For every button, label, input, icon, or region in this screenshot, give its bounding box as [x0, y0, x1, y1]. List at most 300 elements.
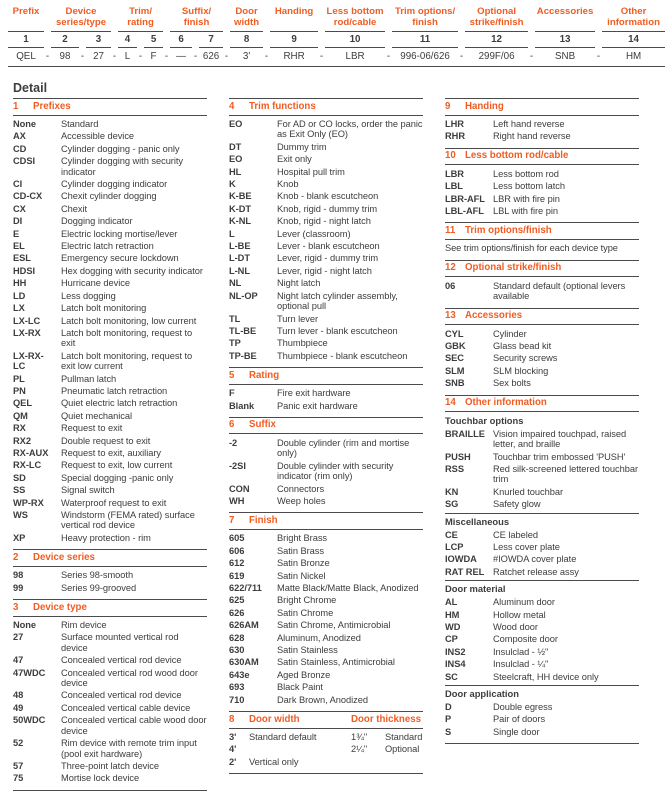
order-field-value: — [170, 48, 192, 67]
entry-code: K [229, 179, 236, 190]
entry-code: L-BE [229, 241, 251, 252]
entry-code: DT [229, 141, 242, 152]
section-8 [229, 711, 423, 774]
section-5 [229, 367, 423, 411]
entry-code: 625 [229, 595, 245, 606]
entry-row [445, 622, 639, 632]
entry-row [13, 448, 207, 458]
entry-code: WS [13, 510, 28, 520]
section-header [445, 98, 639, 116]
entry-desc: Satin Stainless [277, 645, 338, 656]
section-10 [445, 148, 639, 217]
entry-desc: Hex dogging with security indicator [61, 265, 203, 276]
entry-desc: Thumbpiece [277, 338, 328, 349]
entry-row [13, 703, 207, 713]
entry-code: E [13, 228, 20, 239]
entry-row [13, 773, 207, 783]
entry-row [229, 179, 423, 189]
entry-code: 693 [229, 682, 245, 693]
entry-desc: Lever, rigid - night latch [277, 265, 372, 276]
entry-desc: Quiet electric latch retraction [61, 398, 178, 409]
entry-desc: Safety glow [493, 499, 541, 510]
section-title-door-thickness: Door thickness [351, 713, 421, 725]
entry-code: 99 [13, 582, 24, 593]
entry-row [445, 181, 639, 191]
entry-row [445, 530, 639, 540]
door-width-code: 3' [229, 732, 237, 743]
entry-row [445, 714, 639, 724]
entry-row [229, 204, 423, 214]
order-dash: - [318, 48, 325, 67]
entry-desc: Windstorm (FEMA rated) surface vertical rod device [61, 510, 195, 531]
entry-code: EL [13, 241, 25, 252]
order-number-gap [528, 32, 535, 48]
entry-desc: Dark Brown, Anodized [277, 694, 368, 705]
entry-desc: Accessible device [61, 131, 135, 142]
entry-desc: Composite door [493, 634, 558, 645]
entry-desc: Standard [61, 119, 99, 129]
entry-row [229, 401, 423, 411]
entry-desc: Hurricane device [61, 278, 130, 289]
entry-code: LBL [445, 181, 463, 192]
section-header [445, 260, 639, 278]
section-9 [445, 98, 639, 142]
order-col-header: Other information [602, 5, 665, 32]
entry-desc: Insulclad - ¼" [493, 659, 549, 670]
entry-code: None [13, 620, 37, 631]
order-header-gap [111, 5, 118, 32]
section-6 [229, 417, 423, 506]
entry-code: EO [229, 154, 243, 165]
entry-code: CP [445, 634, 458, 645]
entry-row [445, 452, 639, 462]
section-14 [445, 395, 639, 745]
order-field-value: L [118, 48, 137, 67]
entry-code: 47 [13, 655, 24, 666]
order-dash: - [595, 48, 602, 67]
order-col-header: Accessories [535, 5, 595, 32]
order-col-header: Optional strike/finish [465, 5, 528, 32]
entry-code: LHR [445, 119, 464, 129]
entry-row [445, 610, 639, 620]
order-field-number: 7 [199, 32, 223, 48]
detail-columns [13, 98, 639, 791]
order-dash: - [192, 48, 199, 67]
order-dash: - [137, 48, 144, 67]
order-number-gap [318, 32, 325, 48]
entry-code: LD [13, 290, 26, 301]
entry-row [445, 194, 639, 204]
entry-desc: Series 99-grooved [61, 582, 137, 593]
entry-row [229, 338, 423, 348]
entry-code: IOWDA [445, 554, 477, 565]
section-title: Handing [465, 100, 504, 112]
order-dash: - [263, 48, 270, 67]
entry-row [13, 690, 207, 700]
detail-column-2 [229, 98, 423, 774]
entry-row [229, 241, 423, 251]
section-number: 2 [13, 551, 19, 563]
entry-desc: Wood door [493, 621, 538, 632]
entry-row [229, 583, 423, 593]
entry-row [445, 727, 639, 737]
entry-code: KN [445, 486, 459, 497]
section-title: Prefixes [33, 100, 71, 112]
entry-desc: Bright Brass [277, 533, 328, 544]
entry-row [445, 366, 639, 376]
entry-row [229, 142, 423, 152]
entry-desc: Knob - blank escutcheon [277, 191, 379, 202]
door-width-code: 4' [229, 744, 237, 755]
note-text: See trim options/finish for each device type [445, 243, 618, 254]
entry-desc: Weep holes [277, 495, 326, 506]
door-width-desc: Vertical only [249, 756, 299, 767]
entry-row [445, 329, 639, 339]
entry-row [445, 378, 639, 388]
entry-row [13, 498, 207, 508]
order-dash: - [223, 48, 230, 67]
entry-row [13, 473, 207, 483]
entry-desc: Hollow metal [493, 609, 546, 620]
entry-desc: Standard default (optional levers available [493, 280, 626, 302]
order-number-gap [79, 32, 86, 48]
entry-code: 75 [13, 773, 24, 784]
entry-row [13, 436, 207, 446]
entry-desc: Satin Chrome, Antimicrobial [277, 620, 391, 631]
entry-code: LBL-AFL [445, 206, 484, 217]
section-number: 8 [229, 713, 235, 725]
entry-row [229, 191, 423, 201]
entry-row [445, 281, 639, 302]
section-12 [445, 260, 639, 302]
order-number-gap [163, 32, 170, 48]
entry-desc: Bright Chrome [277, 595, 337, 606]
entry-code: L-DT [229, 253, 250, 264]
entry-row [445, 567, 639, 577]
entry-row [229, 608, 423, 618]
entry-desc: Satin Nickel [277, 570, 326, 581]
order-field-value: RHR [270, 48, 318, 67]
entry-code: 630 [229, 645, 245, 656]
entry-code: 626 [229, 607, 245, 618]
entry-code: WD [445, 621, 461, 632]
entry-row [13, 386, 207, 396]
entry-desc: Ratchet release assy [493, 566, 579, 577]
entry-code: LX-RX [13, 327, 41, 338]
order-col-header: Less bottom rod/cable [325, 5, 385, 32]
order-header-gap [318, 5, 325, 32]
entry-row [229, 546, 423, 556]
section-number: 7 [229, 514, 235, 526]
entry-row [13, 398, 207, 408]
section-header [13, 549, 207, 567]
section-title: Trim options/finish [465, 224, 552, 236]
entry-desc: Double cylinder (rim and mortise only) [277, 437, 410, 459]
order-header-gap [458, 5, 465, 32]
entry-desc: Knob, rigid - dummy trim [277, 203, 378, 214]
entry-row [13, 144, 207, 154]
entry-desc: CE labeled [493, 529, 538, 540]
entry-code: L [229, 228, 235, 239]
order-field-value: QEL [8, 48, 44, 67]
order-field-value: 626 [199, 48, 223, 67]
entry-row [13, 570, 207, 580]
door-width-desc [249, 744, 351, 754]
door-thickness-desc [385, 757, 423, 767]
entry-code: HM [445, 609, 460, 620]
order-dash: - [79, 48, 86, 67]
entry-row [13, 351, 207, 372]
order-field-number: 5 [144, 32, 163, 48]
section-number: 12 [445, 262, 456, 274]
subgroup [445, 513, 639, 578]
order-col-header: Handing [270, 5, 318, 32]
entry-code: -2SI [229, 460, 246, 471]
entry-desc: Lever, rigid - dummy trim [277, 253, 379, 264]
order-col-header: Door width [230, 5, 263, 32]
entry-desc: Lever - blank escutcheon [277, 241, 380, 252]
entry-row [13, 423, 207, 433]
entry-desc: Request to exit [61, 423, 123, 434]
entry-desc: Latch bolt monitoring, request to exit low current [61, 350, 193, 372]
order-dash: - [385, 48, 392, 67]
entry-code: RAT REL [445, 566, 485, 577]
order-table [8, 5, 665, 67]
entry-desc: Concealed vertical cable device [61, 702, 191, 713]
entry-row [445, 464, 639, 485]
entry-desc: Aluminum door [493, 597, 555, 608]
entry-row [445, 542, 639, 552]
section-header [229, 512, 423, 530]
entry-code: ESL [13, 253, 31, 264]
entry-row [229, 657, 423, 667]
entry-row [229, 595, 423, 605]
entry-code: LBR-AFL [445, 193, 485, 204]
order-field-value: 27 [86, 48, 111, 67]
entry-row [229, 461, 423, 482]
entry-row [445, 672, 639, 682]
entry-code: XP [13, 532, 26, 543]
entry-desc: Rim device with remote trim input (pool exit hardware) [61, 738, 197, 759]
entry-desc: Waterproof request to exit [61, 497, 167, 508]
entry-row [13, 460, 207, 470]
section-number: 13 [445, 310, 456, 322]
section-title-door-width [229, 715, 351, 726]
section-2 [13, 549, 207, 593]
entry-code: CE [445, 529, 458, 540]
entry-code: F [229, 388, 235, 399]
entry-row [13, 253, 207, 263]
section-header [229, 417, 423, 435]
section-13 [445, 308, 639, 389]
section-header [445, 395, 639, 413]
entry-row [13, 533, 207, 543]
entry-row [445, 499, 639, 509]
entry-desc: Steelcraft, HH device only [493, 671, 599, 682]
section-title: Suffix [249, 419, 276, 431]
entry-desc: Turn lever [277, 313, 319, 324]
detail-column-1 [13, 98, 207, 791]
entry-desc: Knob [277, 179, 299, 190]
entry-desc: Concealed vertical rod device [61, 655, 182, 666]
entry-row [13, 411, 207, 421]
subgroup [445, 685, 639, 737]
order-number-gap [385, 32, 392, 48]
entry-code: 57 [13, 760, 24, 771]
entry-code: NL-OP [229, 290, 258, 301]
section-title: Less bottom rod/cable [465, 150, 569, 162]
entry-desc: Latch bolt monitoring, request to exit [61, 327, 193, 349]
order-field-number: 3 [86, 32, 111, 48]
entry-desc: Pair of doors [493, 714, 546, 725]
entry-desc: Right hand reverse [493, 131, 571, 142]
entry-desc: Chexit cylinder dogging [61, 191, 157, 202]
entry-desc: Aged Bronze [277, 669, 331, 680]
order-number-gap [458, 32, 465, 48]
entry-desc: Rim device [61, 620, 107, 631]
entry-code: AX [13, 131, 26, 142]
order-dash: - [528, 48, 535, 67]
entry-code: DI [13, 216, 23, 227]
entry-row [13, 655, 207, 665]
entry-row [445, 634, 639, 644]
entry-desc: Dogging indicator [61, 216, 133, 227]
entry-row [13, 241, 207, 251]
entry-desc: Cylinder dogging with security indicator [61, 156, 184, 177]
entry-code: K-BE [229, 191, 252, 202]
entry-desc: Matte Black/Matte Black, Anodized [277, 583, 419, 593]
entry-desc: Heavy protection - rim [61, 532, 151, 543]
door-row [229, 757, 423, 767]
entry-desc: Glass bead kit [493, 341, 552, 352]
entry-code: L-NL [229, 265, 250, 276]
order-number-gap [595, 32, 602, 48]
entry-code: SLM [445, 365, 465, 376]
entry-code: PL [13, 373, 25, 384]
entry-code: 98 [13, 570, 24, 581]
entry-desc: Single door [493, 726, 540, 737]
entry-row [445, 353, 639, 363]
entry-desc: LBL with fire pin [493, 206, 558, 217]
entry-row [13, 632, 207, 653]
entry-row [13, 179, 207, 189]
entry-code: Blank [229, 400, 255, 411]
order-col-header: Device series/type [51, 5, 111, 32]
entry-row [13, 131, 207, 141]
entry-desc: Lever (classroom) [277, 228, 351, 239]
door-row [229, 732, 423, 742]
entry-row [229, 326, 423, 336]
entry-code: SS [13, 485, 26, 496]
entry-code: WP-RX [13, 497, 44, 508]
entry-code: 619 [229, 570, 245, 581]
entry-code: WH [229, 495, 245, 506]
entry-desc: Aluminum, Anodized [277, 632, 361, 643]
entry-code: 605 [229, 533, 245, 544]
order-header-gap [44, 5, 51, 32]
order-number-gap [111, 32, 118, 48]
entry-desc: Touchbar trim embossed 'PUSH' [493, 451, 626, 462]
entry-code: CDSI [13, 156, 36, 167]
entry-row [13, 216, 207, 226]
subgroup [445, 416, 639, 510]
entry-code: 626AM [229, 620, 259, 631]
entry-code: P [445, 714, 452, 725]
order-number-row [8, 32, 665, 48]
entry-code: AL [445, 597, 458, 608]
entry-desc: Night latch [277, 278, 321, 289]
entry-row [445, 659, 639, 669]
order-field-number: 2 [51, 32, 79, 48]
door-thickness-value: 2¼" [351, 744, 368, 755]
entry-row [13, 583, 207, 593]
door-thickness-desc: Optional [385, 744, 420, 755]
entry-desc: Electric locking mortise/lever [61, 228, 178, 239]
entry-desc: Black Paint [277, 682, 323, 693]
entry-row [13, 620, 207, 630]
entry-desc: Quiet mechanical [61, 410, 133, 421]
entry-desc: Knob, rigid - night latch [277, 216, 371, 227]
section-header [229, 367, 423, 385]
order-col-header: Trim/ rating [118, 5, 163, 32]
section-11 [445, 222, 639, 253]
order-field-value: 98 [51, 48, 79, 67]
section-header [445, 148, 639, 166]
order-dash: - [458, 48, 465, 67]
entry-desc: Pneumatic latch retraction [61, 385, 168, 396]
entry-code: 06 [445, 280, 456, 291]
entry-row [229, 633, 423, 643]
entry-row [229, 216, 423, 226]
door-thickness-desc: Standard [385, 732, 423, 743]
entry-code: QM [13, 410, 28, 421]
entry-row [229, 620, 423, 630]
entry-desc: Less bottom latch [493, 181, 566, 192]
entry-code: SG [445, 499, 459, 510]
entry-desc: Satin Chrome [277, 607, 334, 618]
entry-code: 50WDC [13, 715, 46, 726]
order-field-number: 10 [325, 32, 385, 48]
order-field-number: 8 [230, 32, 263, 48]
section-title: Trim functions [249, 100, 316, 112]
entry-desc: Request to exit, low current [61, 460, 173, 471]
order-header-gap [163, 5, 170, 32]
entry-code: TP [229, 338, 241, 349]
entry-desc: Exit only [277, 154, 312, 165]
entry-code: S [445, 726, 452, 737]
entry-row [229, 253, 423, 263]
entry-code: PUSH [445, 451, 471, 462]
entry-code: 47WDC [13, 667, 46, 678]
entry-row [229, 496, 423, 506]
entry-code: SD [13, 472, 26, 483]
entry-code: 622/711 [229, 583, 262, 593]
order-field-value: SNB [535, 48, 595, 67]
order-header-gap [223, 5, 230, 32]
order-number-gap [44, 32, 51, 48]
entry-row [445, 647, 639, 657]
entry-code: 27 [13, 632, 24, 643]
section-title: Other information [465, 397, 547, 409]
section-7 [229, 512, 423, 705]
entry-desc: #IOWDA cover plate [493, 554, 577, 565]
door-thickness-value [351, 757, 385, 767]
entry-row [229, 571, 423, 581]
entry-desc: Insulclad - ½" [493, 646, 549, 657]
entry-desc: Latch bolt monitoring [61, 303, 147, 314]
entry-code: -2 [229, 437, 238, 448]
order-value-row [8, 48, 665, 67]
